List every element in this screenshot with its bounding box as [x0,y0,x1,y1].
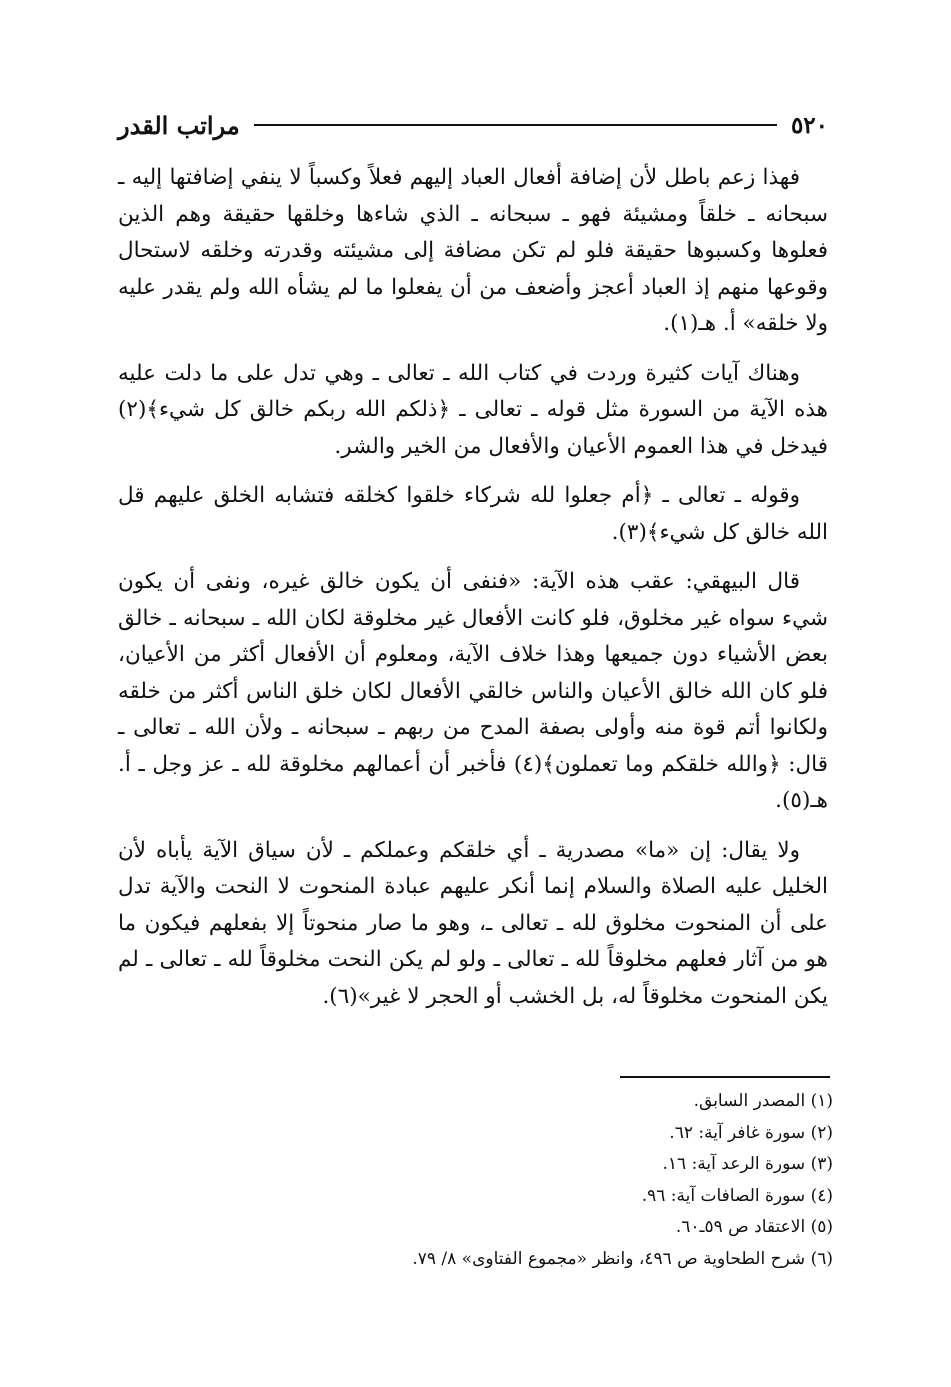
paragraph: فهذا زعم باطل لأن إضافة أفعال العباد إليهم فعلاً وكسباً لا ينفي إضافتها إليه ـ سبحانه ـ خلقاً ومشيئة فهو ـ سبحانه ـ الذي شاءها وخلقها حقيقة وهم الذين فعلوها وكسبوها حقيقة فلو لم تكن مضافة إلى مشيئته وقدرته وخلقه لاستحال وقوعها منهم إذ العباد أعجز وأضعف من أن يفعلوا ما لم يشأه الله ولم يقدر عليه ولا خلقه» أ. هـ(١). [118,165,828,336]
footnote: (٤) سورة الصافات آية: ٩٦. [641,1185,833,1206]
header-rule [254,124,777,126]
footnote: (٦) شرح الطحاوية ص ٤٩٦، وانظر «مجموع الفتاوى» ٨/ ٧٩. [412,1248,833,1269]
footnote: (٢) سورة غافر آية: ٦٢. [669,1122,833,1143]
running-title: مراتب القدر [118,110,240,140]
page-header [118,108,828,142]
paragraph: وهناك آيات كثيرة وردت في كتاب الله ـ تعالى ـ وهي تدل على ما دلت عليه هذه الآية من السورة مثل قوله ـ تعالى ـ ﴿ذلكم الله ربكم خالق كل شيء﴾(٢) فيدخل في هذا العموم الأعيان والأفعال من الخير والشر. [118,360,828,459]
footnote-separator [620,1076,830,1078]
footnote: (٣) سورة الرعد آية: ١٦. [662,1154,833,1174]
page-number: ٥٢٠ [790,111,828,139]
paragraph: قال البيهقي: عقب هذه الآية: «فنفى أن يكون خالق غيره، ونفى أن يكون شيء سواه غير مخلوق، فلو كانت الأفعال غير مخلوقة لكان الله ـ سبحانه ـ خالق بعض الأشياء دون جميعها وهذا خلاف الآية، ومعلوم أن الأفعال أكثر من الأعيان، فلو كان الله خالق الأعيان والناس خالقي الأفعال لكان خلق الناس أكثر من خلقه ولكانوا أتم قوة منه وأولى بصفة المدح من ربهم ـ سبحانه ـ ولأن الله ـ تعالى ـ قال: ﴿والله خلقكم وما تعملون﴾(٤) فأخبر أن أعمالهم مخلوقة لله ـ عز وجل ـ أ. هـ(٥). [118,569,829,813]
footnotes [118,1086,833,1275]
footnote: (١) المصدر السابق. [693,1091,833,1111]
footnote: (٥) الاعتقاد ص ٥٩ـ٦٠. [675,1217,833,1237]
body-text [118,160,828,1028]
paragraph: وقوله ـ تعالى ـ ﴿أم جعلوا لله شركاء خلقوا كخلقه فتشابه الخلق عليهم قل الله خالق كل شيء﴾(٣). [118,483,828,545]
paragraph: ولا يقال: إن «ما» مصدرية ـ أي خلقكم وعملكم ـ لأن سياق الآية يأباه لأن الخليل عليه الصلاة والسلام إنما أنكر عليهم عبادة المنحوت لا النحت والآية تدل على أن المنحوت مخلوق لله ـ تعالى ـ، وهو ما صار منحوتاً إلا بفعلهم فيكون ما هو من آثار فعلهم مخلوقاً لله ـ تعالى ـ ولو لم يكن النحت مخلوقاً لله ـ تعالى ـ لم يكن المنحوت مخلوقاً له، بل الخشب أو الحجر لا غير»(٦). [118,837,828,1009]
